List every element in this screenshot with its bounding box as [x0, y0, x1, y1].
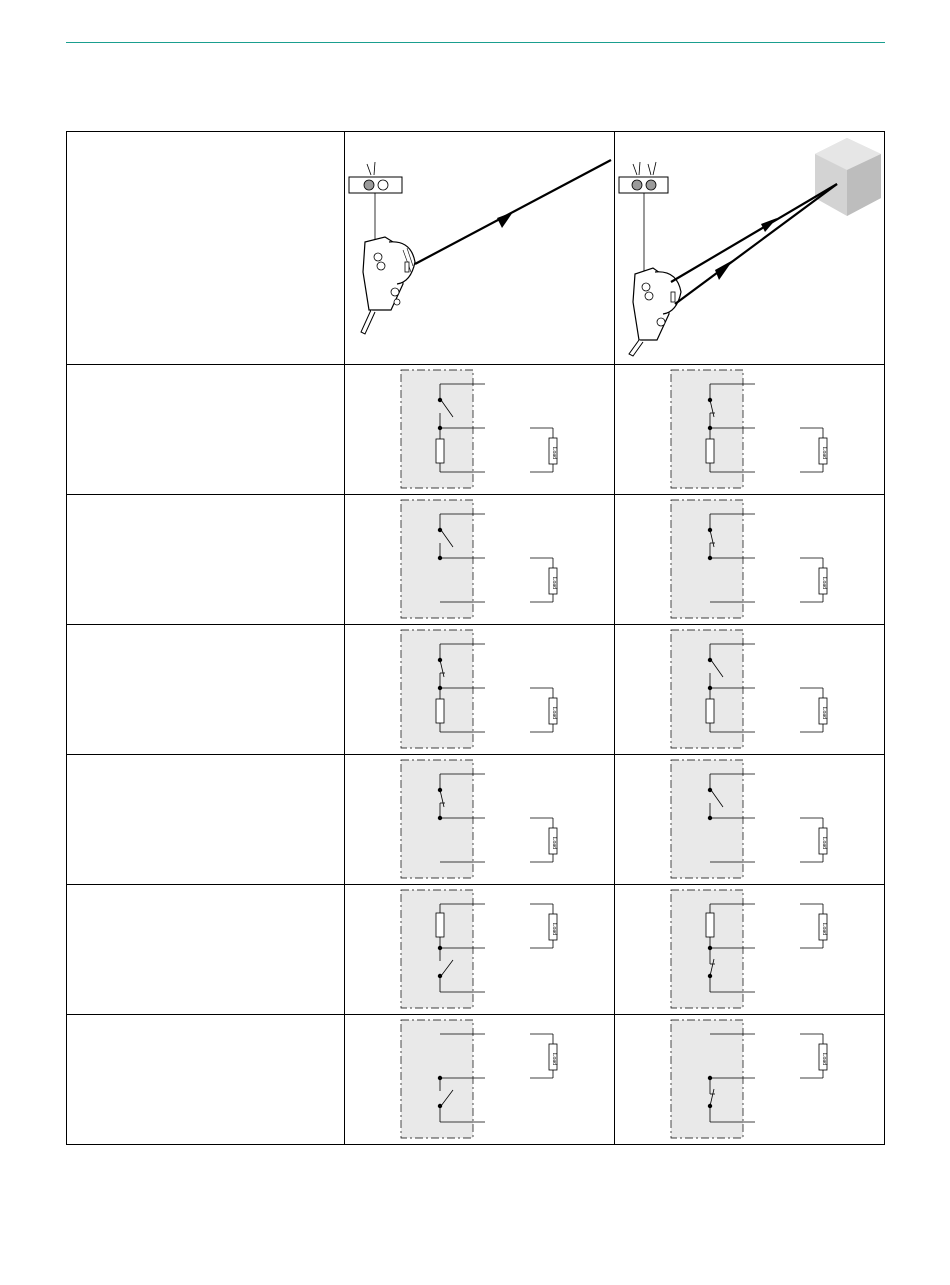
load-label: Load	[551, 836, 557, 850]
load-label: Load	[821, 1052, 827, 1066]
table-row	[67, 885, 885, 1015]
wiring-diagram	[615, 885, 885, 1015]
wiring-diagram	[345, 885, 615, 1015]
wiring-diagram	[345, 365, 615, 495]
row-label-cell	[67, 365, 345, 495]
wiring-diagram	[615, 755, 885, 885]
load-label: Load	[821, 446, 827, 460]
wiring-diagram	[345, 755, 615, 885]
table-row	[67, 365, 885, 495]
header-rule	[66, 42, 885, 43]
table-row	[67, 625, 885, 755]
output-function-table	[66, 131, 885, 1145]
dark-reflection-illustration	[615, 132, 885, 365]
load-label: Load	[551, 706, 557, 720]
load-label: Load	[821, 922, 827, 936]
load-label: Load	[821, 576, 827, 590]
table-row	[67, 495, 885, 625]
table-row	[67, 132, 885, 365]
row-label-cell	[67, 885, 345, 1015]
row-label-cell	[67, 132, 345, 365]
load-label: Load	[821, 706, 827, 720]
load-label: Load	[551, 1052, 557, 1066]
load-label: Load	[551, 576, 557, 590]
wiring-diagram	[615, 365, 885, 495]
wiring-diagram	[615, 1015, 885, 1145]
row-label-cell	[67, 625, 345, 755]
load-label: Load	[551, 446, 557, 460]
row-label-cell	[67, 495, 345, 625]
wiring-diagram	[615, 495, 885, 625]
wiring-diagram	[345, 495, 615, 625]
table-row	[67, 1015, 885, 1145]
row-label-cell	[67, 755, 345, 885]
load-label: Load	[551, 922, 557, 936]
light-beam-illustration	[345, 132, 615, 365]
wiring-diagram	[345, 625, 615, 755]
load-label: Load	[821, 836, 827, 850]
wiring-diagram	[615, 625, 885, 755]
wiring-diagram	[345, 1015, 615, 1145]
row-label-cell	[67, 1015, 345, 1145]
table-row	[67, 755, 885, 885]
